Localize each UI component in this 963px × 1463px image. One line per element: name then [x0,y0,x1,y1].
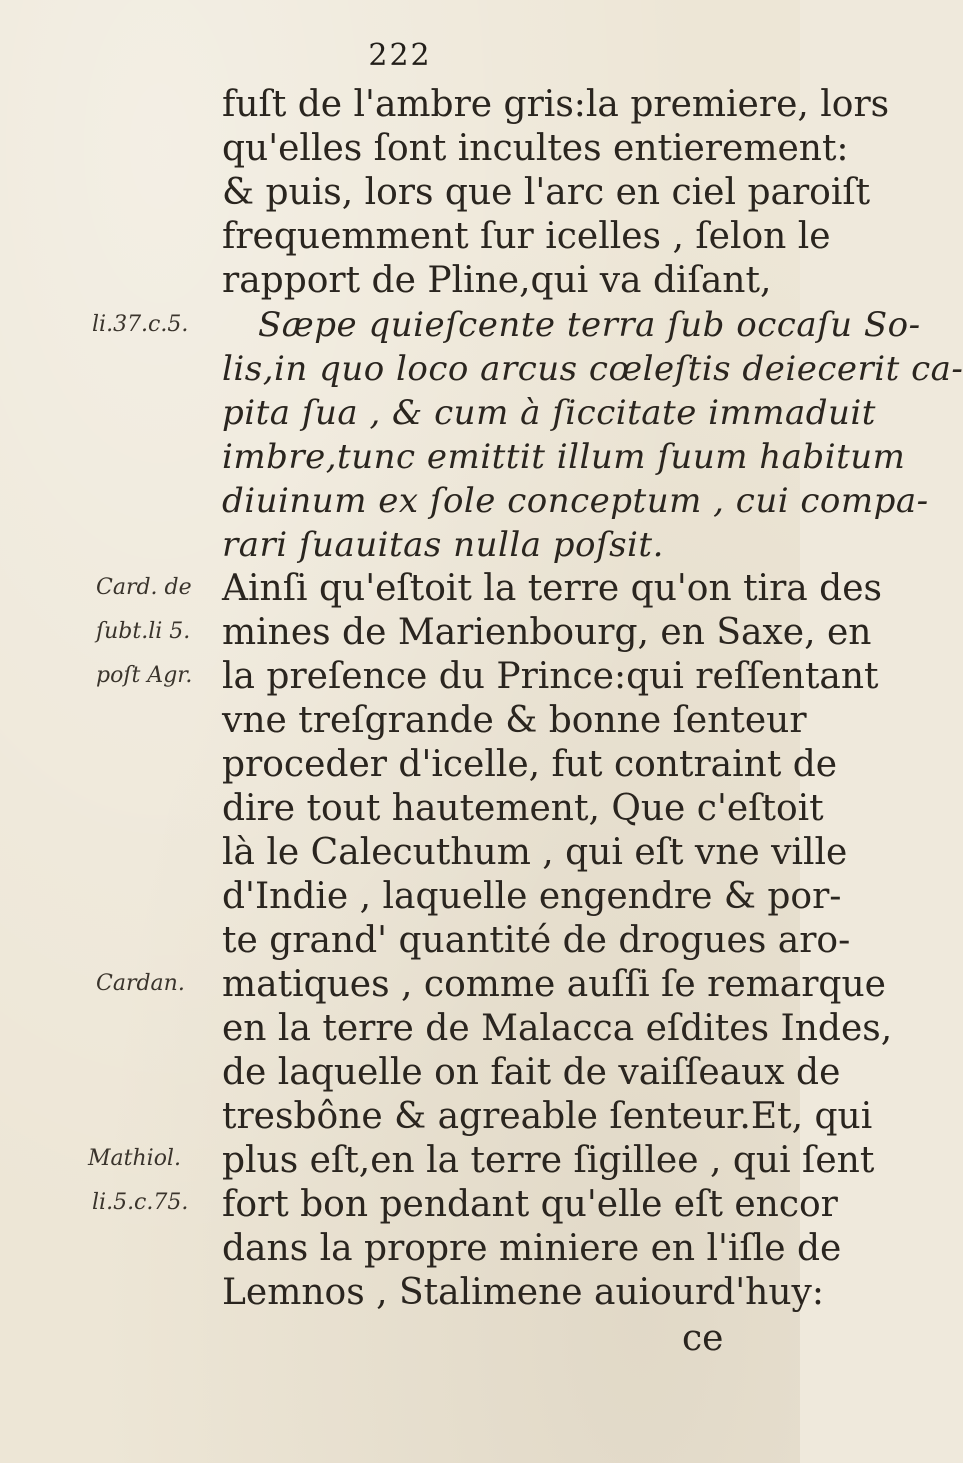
margin-note: Cardan. [96,971,185,996]
text-line: fort bon pendant qu'elle eſt encor [222,1184,838,1225]
text-line: dans la propre miniere en l'iſle de [222,1228,842,1269]
text-line: mines de Marienbourg, en Saxe, en [222,612,872,653]
text-line: Lemnos , Stalimene auiourd'huy: [222,1272,825,1313]
text-line: matiques , comme auſſi ſe remarque [222,964,886,1005]
latin-quote-line: imbre,tunc emittit illum ſuum habitum [222,437,906,477]
text-line: rapport de Pline,qui va diſant, [222,260,772,301]
text-line: vne treſgrande & bonne ſenteur [222,700,807,741]
latin-quote-line: lis,in quo loco arcus cœleſtis deiecerit ca- [222,349,963,389]
text-line: plus eſt,en la terre ſigillee , qui ſent [222,1140,875,1181]
margin-note: li.37.c.5. [92,312,189,337]
text-line: en la terre de Malacca eſdites Indes, [222,1008,893,1049]
text-line: fuſt de l'ambre gris:la premiere, lors [222,84,890,125]
margin-note: Card. de [96,575,192,600]
text-line: tresbône & agreable ſenteur.Et, qui [222,1096,873,1137]
margin-note: poſt Agr. [96,663,193,688]
text-line: Ainſi qu'eſtoit la terre qu'on tira des [222,568,883,609]
text-line: te grand' quantité de drogues aro- [222,920,851,961]
margin-note: ſubt.li 5. [96,619,191,644]
text-line: qu'elles ſont incultes entierement: [222,128,849,169]
text-line: là le Calecuthum , qui eſt vne ville [222,832,848,873]
text-line: la preſence du Prince:qui reſſentant [222,656,879,697]
text-line: frequemment ſur icelles , ſelon le [222,216,831,257]
page-number: 222 [368,38,432,73]
latin-quote-line: pita ſua , & cum à ſiccitate immaduit [222,393,876,433]
catchword: ce [682,1318,724,1359]
text-line: proceder d'icelle, fut contraint de [222,744,838,785]
latin-quote-line: diuinum ex ſole conceptum , cui compa- [222,481,929,521]
text-line: dire tout hautement, Que c'eſtoit [222,788,824,829]
text-line: & puis, lors que l'arc en ciel paroiſt [222,172,871,213]
latin-quote-line: rari ſuauitas nulla poſsit. [222,525,664,565]
latin-quote-line: Sæpe quieſcente terra ſub occaſu So- [258,305,921,345]
margin-note: li.5.c.75. [92,1190,189,1215]
text-line: d'Indie , laquelle engendre & por- [222,876,842,917]
margin-note: Mathiol. [88,1146,181,1171]
text-line: de laquelle on fait de vaiſſeaux de [222,1052,841,1093]
